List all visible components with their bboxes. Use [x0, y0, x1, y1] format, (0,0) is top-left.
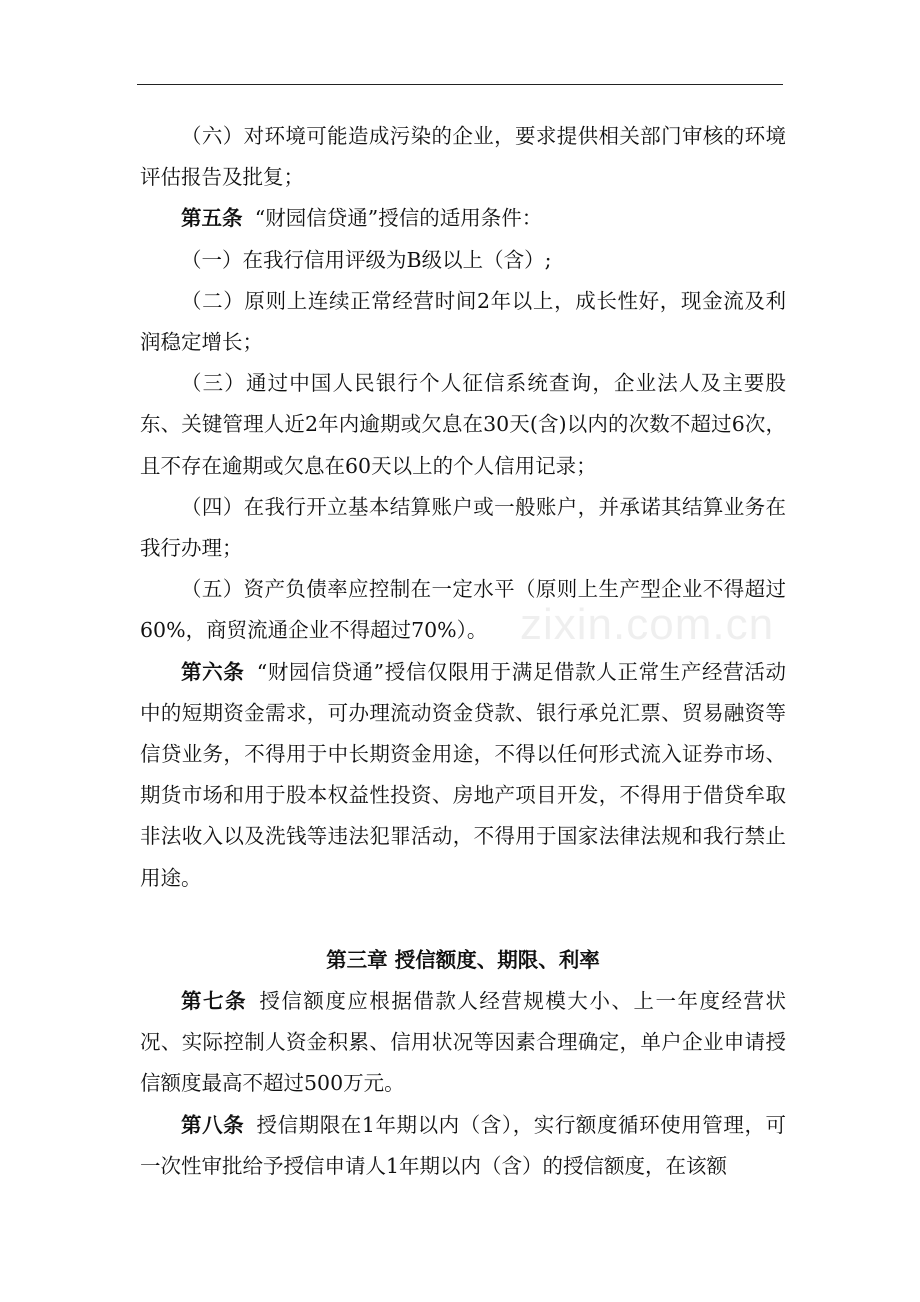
paragraph: （六）对环境可能造成污染的企业，要求提供相关部门审核的环境评估报告及批复； [140, 124, 786, 190]
paragraph: （四）在我行开立基本结算账户或一般账户，并承诺其结算业务在我行办理； [140, 494, 786, 561]
article-8: 第八条 授信期限在1年期以内（含），实行额度循环使用管理，可一次性审批给予授信申请人1年期以内（含）的授信额度，在该额 [140, 1112, 787, 1178]
article-label: 第七条 [181, 989, 248, 1014]
chapter-title: 第三章 授信额度、期限、利率 [326, 947, 600, 972]
document-body [140, 116, 786, 1187]
article-label: 第五条 [181, 206, 243, 231]
header-rule [137, 84, 783, 85]
article-5: 第五条 “财园信贷通”授信的适用条件： [181, 206, 543, 231]
paragraph: （一）在我行信用评级为B级以上（含）; [181, 247, 552, 272]
article-7: 第七条 授信额度应根据借款人经营规模大小、上一年度经营状况、实际控制人资金积累、信用状况等因素合理确定，单户企业申请授信额度最高不超过500万元。 [140, 989, 787, 1096]
paragraph: （五）资产负债率应控制在一定水平（原则上生产型企业不得超过60%，商贸流通企业不得超过70%）。 [140, 577, 786, 643]
article-label: 第六条 [181, 659, 245, 684]
paragraph: （二）原则上连续正常经营时间2年以上，成长性好，现金流及利润稳定增长； [140, 288, 786, 355]
paragraph: （三）通过中国人民银行个人征信系统查询，企业法人及主要股东、关键管理人近2年内逾期或欠息在30天(含)以内的次数不超过6次，且不存在逾期或欠息在60天以上的个人信用记录； [140, 371, 786, 478]
watermark: zixin.com.cn [520, 600, 775, 649]
article-label: 第八条 [181, 1112, 245, 1137]
article-6: 第六条 “财园信贷通”授信仅限用于满足借款人正常生产经营活动中的短期资金需求，可办理流动资金贷款、银行承兑汇票、贸易融资等信贷业务，不得用于中长期资金用途，不得以任何形式流入证券市场、期货市场和用于股本权益性投资、房地产项目开发，不得用于借贷牟取非法收入以及洗钱等违法犯罪活动，不得用于国家法律法规和我行禁止用途。 [140, 659, 787, 890]
